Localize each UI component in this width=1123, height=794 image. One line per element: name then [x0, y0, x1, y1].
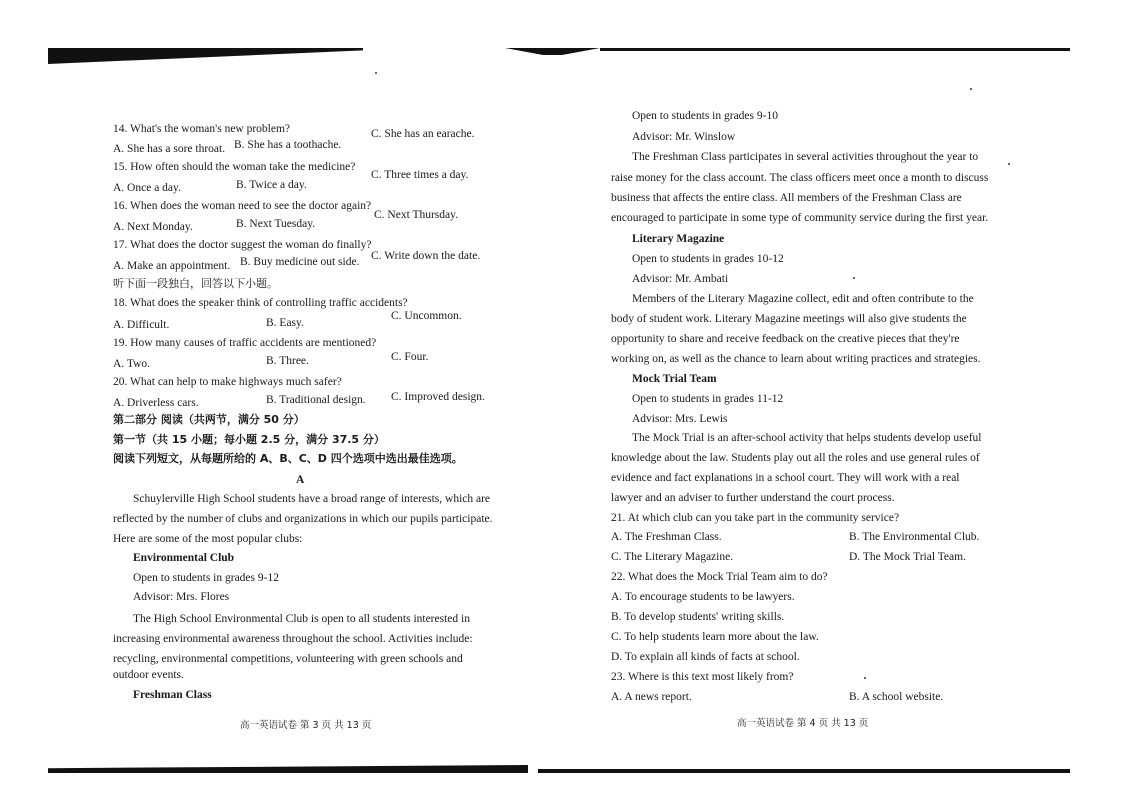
environmental-club-grades: Open to students in grades 9-12: [133, 572, 279, 584]
literary-magazine-grades: Open to students in grades 10-12: [632, 253, 784, 265]
literary-magazine-advisor: Advisor: Mr. Ambati: [632, 273, 729, 285]
q23-option-a: A. A news report.: [611, 691, 692, 703]
environmental-club-body-line: increasing environmental awareness throughout the school. Activities include:: [113, 633, 473, 645]
q22-option-a: A. To encourage students to be lawyers.: [611, 591, 795, 603]
literary-magazine-body-line: working on, as well as the chance to learn about writing practices and strategies.: [611, 353, 981, 365]
literary-magazine-title: Literary Magazine: [632, 233, 725, 245]
q19-question: 19. How many causes of traffic accidents are mentioned?: [113, 337, 377, 349]
q20-question: 20. What can help to make highways much safer?: [113, 376, 342, 388]
q14-option-a: A. She has a sore throat.: [113, 143, 226, 155]
right-page: [561, 0, 1123, 794]
freshman-class-body-line: business that affects the entire class. All members of the Freshman Class are: [611, 192, 962, 204]
q21-option-c: C. The Literary Magazine.: [611, 551, 734, 563]
q16-option-a: A. Next Monday.: [113, 221, 193, 233]
mock-trial-body-line: The Mock Trial is an after-school activity that helps students develop useful: [632, 432, 982, 444]
environmental-club-title: Environmental Club: [133, 552, 235, 564]
q20-option-c: C. Improved design.: [391, 391, 485, 403]
q15-option-c: C. Three times a day.: [371, 169, 469, 181]
q18-option-a: A. Difficult.: [113, 319, 170, 331]
q22-question: 22. What does the Mock Trial Team aim to do?: [611, 571, 828, 583]
freshman-class-grades: Open to students in grades 9-10: [632, 110, 778, 122]
literary-magazine-body-line: opportunity to share and receive feedback on the creative pieces that they're: [611, 333, 960, 345]
q18-option-c: C. Uncommon.: [391, 310, 462, 322]
freshman-class-body-line: The Freshman Class participates in several activities throughout the year to: [632, 151, 979, 163]
mock-trial-body-line: knowledge about the law. Students play out all the roles and use general rules of: [611, 452, 980, 464]
reading-instruction: 阅读下列短文，从每题所给的 A、B、C、D 四个选项中选出最佳选项。: [113, 452, 463, 465]
literary-magazine-body-line: Members of the Literary Magazine collect, edit and often contribute to the: [632, 293, 974, 305]
q22-option-c: C. To help students learn more about the law.: [611, 631, 819, 643]
intro-line: Here are some of the most popular clubs:: [113, 533, 303, 545]
mock-trial-title: Mock Trial Team: [632, 373, 717, 385]
freshman-class-body-line: encouraged to participate in some type of community service during the first year.: [611, 212, 989, 224]
literary-magazine-body-line: body of student work. Literary Magazine meetings will also give students the: [611, 313, 967, 325]
q16-option-c: C. Next Thursday.: [374, 209, 459, 221]
environmental-club-body-line: recycling, environmental competitions, volunteering with green schools and: [113, 653, 463, 665]
passage-label: A: [296, 474, 305, 486]
q16-option-b: B. Next Tuesday.: [236, 218, 316, 230]
q15-question: 15. How often should the woman take the medicine?: [113, 161, 356, 173]
q17-option-a: A. Make an appointment.: [113, 260, 231, 272]
q21-option-d: D. The Mock Trial Team.: [849, 551, 966, 563]
q22-option-d: D. To explain all kinds of facts at school.: [611, 651, 800, 663]
q14-question: 14. What's the woman's new problem?: [113, 123, 291, 135]
mock-trial-advisor: Advisor: Mrs. Lewis: [632, 413, 728, 425]
intro-line: Schuylerville High School students have a broad range of interests, which are: [133, 493, 491, 505]
part2-heading: 第二部分 阅读（共两节，满分 50 分）: [113, 413, 305, 426]
environmental-club-body-line: outdoor events.: [113, 669, 184, 681]
q16-question: 16. When does the woman need to see the doctor again?: [113, 200, 372, 212]
mock-trial-grades: Open to students in grades 11-12: [632, 393, 784, 405]
q23-option-b: B. A school website.: [849, 691, 944, 703]
section1-heading: 第一节（共 15 小题；每小题 2.5 分，满分 37.5 分）: [113, 433, 385, 446]
listening-instruction: 听下面一段独白，回答以下小题。: [113, 277, 278, 290]
q19-option-b: B. Three.: [266, 355, 309, 367]
q19-option-c: C. Four.: [391, 351, 429, 363]
q14-option-b: B. She has a toothache.: [234, 139, 342, 151]
q18-question: 18. What does the speaker think of controlling traffic accidents?: [113, 297, 408, 309]
mock-trial-body-line: evidence and fact explanations in a school court. They will work with a real: [611, 472, 960, 484]
q17-option-b: B. Buy medicine out side.: [240, 256, 360, 268]
freshman-class-body-line: raise money for the class account. The class officers meet once a month to discuss: [611, 172, 989, 184]
q21-question: 21. At which club can you take part in the community service?: [611, 512, 900, 524]
q15-option-b: B. Twice a day.: [236, 179, 307, 191]
mock-trial-body-line: lawyer and an adviser to further understand the court process.: [611, 492, 895, 504]
q19-option-a: A. Two.: [113, 358, 150, 370]
page-footer: 高一英语试卷 第 4 页 共 13 页: [737, 718, 869, 729]
q20-option-b: B. Traditional design.: [266, 394, 366, 406]
environmental-club-body-line: The High School Environmental Club is open to all students interested in: [133, 613, 470, 625]
intro-line: reflected by the number of clubs and organizations in which our pupils participate.: [113, 513, 493, 525]
freshman-class-title: Freshman Class: [133, 689, 212, 701]
left-page: [0, 0, 561, 794]
q17-question: 17. What does the doctor suggest the woman do finally?: [113, 239, 372, 251]
q21-option-a: A. The Freshman Class.: [611, 531, 722, 543]
q18-option-b: B. Easy.: [266, 317, 304, 329]
environmental-club-advisor: Advisor: Mrs. Flores: [133, 591, 230, 603]
q20-option-a: A. Driverless cars.: [113, 397, 199, 409]
q23-question: 23. Where is this text most likely from?: [611, 671, 794, 683]
q22-option-b: B. To develop students' writing skills.: [611, 611, 785, 623]
q14-option-c: C. She has an earache.: [371, 128, 475, 140]
q15-option-a: A. Once a day.: [113, 182, 181, 194]
q21-option-b: B. The Environmental Club.: [849, 531, 980, 543]
freshman-class-advisor: Advisor: Mr. Winslow: [632, 131, 736, 143]
page-footer: 高一英语试卷 第 3 页 共 13 页: [240, 720, 372, 731]
q17-option-c: C. Write down the date.: [371, 250, 481, 262]
